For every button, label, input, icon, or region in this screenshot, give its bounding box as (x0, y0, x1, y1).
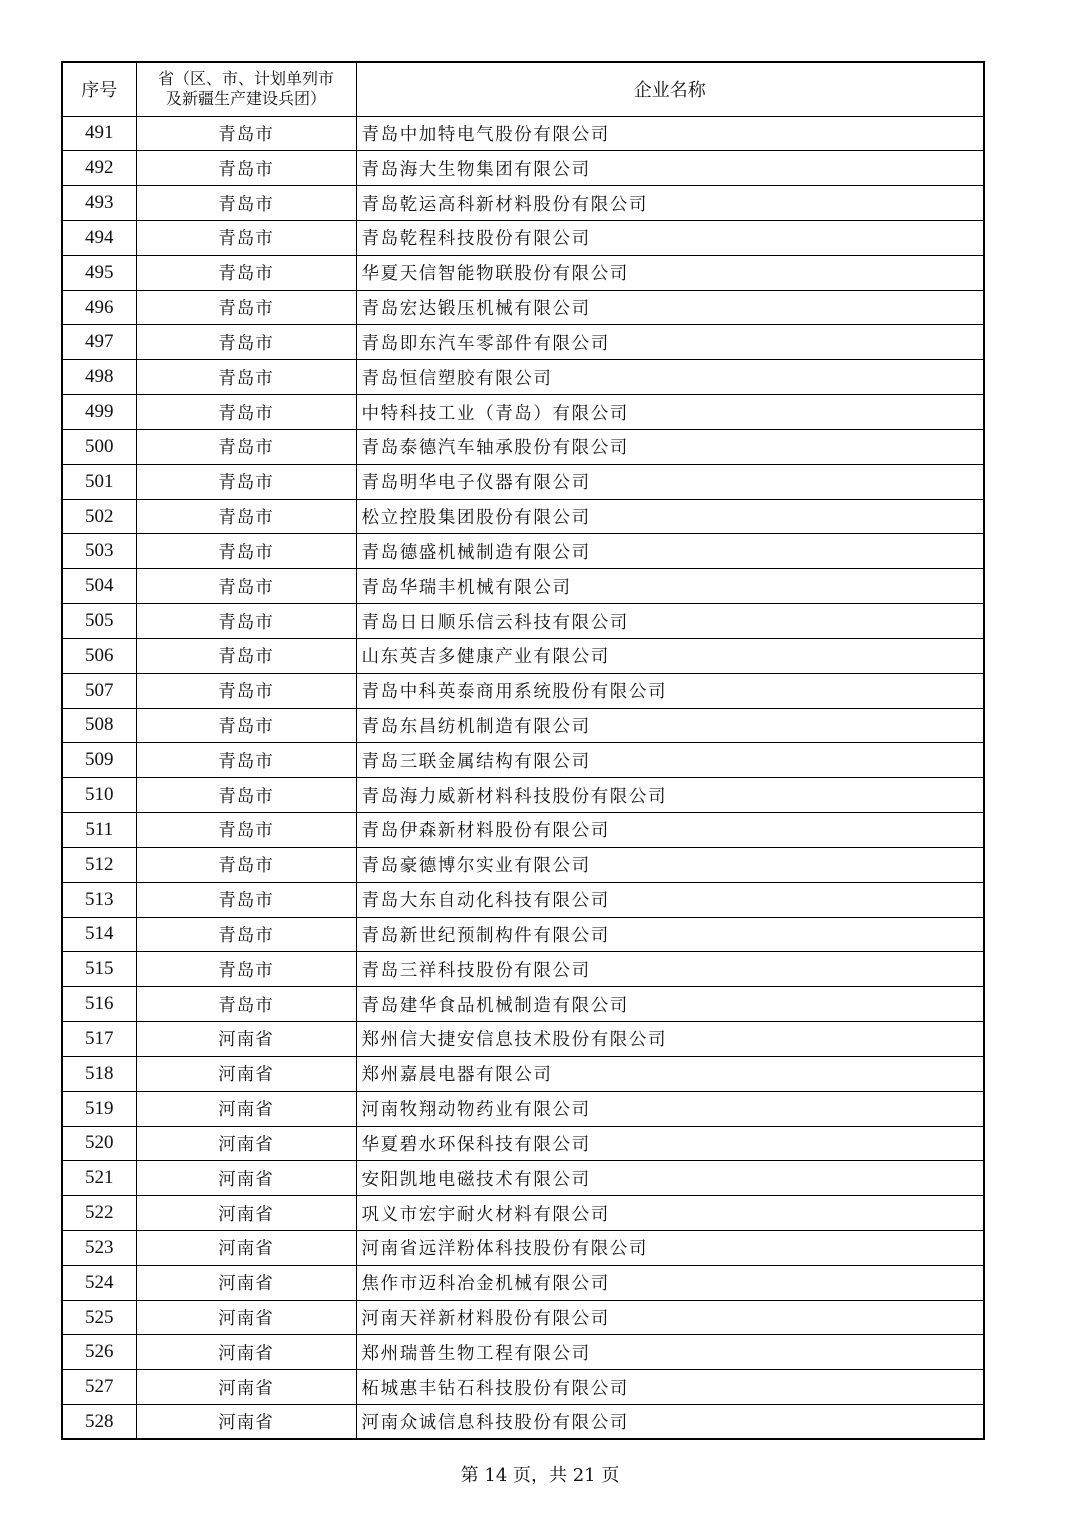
row-province: 青岛市 (136, 499, 356, 534)
row-company-name: 青岛豪德博尔实业有限公司 (356, 847, 984, 882)
row-company-name: 青岛三祥科技股份有限公司 (356, 952, 984, 987)
row-company-name: 青岛泰德汽车轴承股份有限公司 (356, 429, 984, 464)
row-company-name: 青岛三联金属结构有限公司 (356, 743, 984, 778)
table-row (62, 1022, 984, 1057)
header-province-line-1: 省（区、市、计划单列市 (157, 69, 334, 89)
table-row (62, 1126, 984, 1161)
row-index: 515 (62, 952, 136, 987)
row-index: 510 (62, 778, 136, 813)
page-footer: 第 14 页，共 21 页 (460, 1465, 620, 1486)
row-index: 508 (62, 708, 136, 743)
table-header (62, 62, 984, 116)
row-company-name: 松立控股集团股份有限公司 (356, 499, 984, 534)
row-province: 青岛市 (136, 290, 356, 325)
row-company-name: 青岛伊森新材料股份有限公司 (356, 813, 984, 848)
row-index: 516 (62, 987, 136, 1022)
row-province: 青岛市 (136, 987, 356, 1022)
table-row (62, 290, 984, 325)
row-index: 517 (62, 1022, 136, 1057)
table-row (62, 220, 984, 255)
row-index: 505 (62, 604, 136, 639)
row-province: 青岛市 (136, 604, 356, 639)
row-province: 青岛市 (136, 917, 356, 952)
row-index: 498 (62, 360, 136, 395)
row-province: 河南省 (136, 1126, 356, 1161)
row-index: 502 (62, 499, 136, 534)
row-province: 青岛市 (136, 255, 356, 290)
row-index: 494 (62, 220, 136, 255)
row-province: 青岛市 (136, 778, 356, 813)
table-row (62, 116, 984, 151)
row-province: 青岛市 (136, 464, 356, 499)
row-province: 青岛市 (136, 708, 356, 743)
row-company-name: 青岛即东汽车零部件有限公司 (356, 325, 984, 360)
row-company-name: 中特科技工业（青岛）有限公司 (356, 395, 984, 430)
row-company-name: 华夏碧水环保科技有限公司 (356, 1126, 984, 1161)
row-company-name: 山东英吉多健康产业有限公司 (356, 638, 984, 673)
table-row (62, 186, 984, 221)
table-row (62, 987, 984, 1022)
table-row (62, 395, 984, 430)
row-company-name: 青岛海力威新材料科技股份有限公司 (356, 778, 984, 813)
row-company-name: 青岛东昌纺机制造有限公司 (356, 708, 984, 743)
table-row (62, 673, 984, 708)
table-row (62, 1265, 984, 1300)
row-company-name: 郑州嘉晨电器有限公司 (356, 1056, 984, 1091)
row-province: 青岛市 (136, 569, 356, 604)
row-index: 519 (62, 1091, 136, 1126)
row-province: 青岛市 (136, 325, 356, 360)
row-company-name: 河南天祥新材料股份有限公司 (356, 1300, 984, 1335)
row-company-name: 青岛中加特电气股份有限公司 (356, 116, 984, 151)
table-row (62, 1196, 984, 1231)
row-province: 青岛市 (136, 673, 356, 708)
table-row (62, 429, 984, 464)
row-province: 青岛市 (136, 638, 356, 673)
row-index: 506 (62, 638, 136, 673)
row-province: 青岛市 (136, 220, 356, 255)
row-index: 513 (62, 882, 136, 917)
row-province: 青岛市 (136, 534, 356, 569)
table-row (62, 255, 984, 290)
table-row (62, 1231, 984, 1266)
row-company-name: 青岛建华食品机械制造有限公司 (356, 987, 984, 1022)
row-province: 青岛市 (136, 395, 356, 430)
row-province: 河南省 (136, 1265, 356, 1300)
row-index: 523 (62, 1231, 136, 1266)
header-index: 序号 (62, 62, 136, 116)
row-index: 522 (62, 1196, 136, 1231)
row-province: 青岛市 (136, 116, 356, 151)
row-company-name: 青岛乾运高科新材料股份有限公司 (356, 186, 984, 221)
table-row (62, 638, 984, 673)
row-index: 526 (62, 1335, 136, 1370)
row-index: 509 (62, 743, 136, 778)
row-index: 512 (62, 847, 136, 882)
row-company-name: 青岛德盛机械制造有限公司 (356, 534, 984, 569)
header-province-line-2: 及新疆生产建设兵团） (165, 89, 326, 109)
row-company-name: 巩义市宏宇耐火材料有限公司 (356, 1196, 984, 1231)
header-province (136, 62, 356, 116)
row-company-name: 河南省远洋粉体科技股份有限公司 (356, 1231, 984, 1266)
row-company-name: 青岛明华电子仪器有限公司 (356, 464, 984, 499)
row-company-name: 焦作市迈科冶金机械有限公司 (356, 1265, 984, 1300)
row-index: 492 (62, 151, 136, 186)
row-index: 503 (62, 534, 136, 569)
row-index: 525 (62, 1300, 136, 1335)
row-company-name: 青岛大东自动化科技有限公司 (356, 882, 984, 917)
table-row (62, 1161, 984, 1196)
table-row (62, 917, 984, 952)
row-index: 511 (62, 813, 136, 848)
row-province: 青岛市 (136, 743, 356, 778)
table-row (62, 708, 984, 743)
header-row (62, 62, 984, 116)
table-row (62, 1335, 984, 1370)
row-index: 499 (62, 395, 136, 430)
header-company-name: 企业名称 (356, 62, 984, 116)
table-row (62, 1370, 984, 1405)
row-province: 河南省 (136, 1056, 356, 1091)
row-index: 504 (62, 569, 136, 604)
row-index: 514 (62, 917, 136, 952)
row-company-name: 青岛新世纪预制构件有限公司 (356, 917, 984, 952)
row-company-name: 河南众诚信息科技股份有限公司 (356, 1405, 984, 1440)
row-province: 河南省 (136, 1022, 356, 1057)
row-company-name: 青岛宏达锻压机械有限公司 (356, 290, 984, 325)
row-province: 青岛市 (136, 151, 356, 186)
row-province: 河南省 (136, 1161, 356, 1196)
row-index: 500 (62, 429, 136, 464)
row-index: 518 (62, 1056, 136, 1091)
row-province: 青岛市 (136, 847, 356, 882)
table-row (62, 1300, 984, 1335)
row-province: 青岛市 (136, 952, 356, 987)
row-company-name: 青岛恒信塑胶有限公司 (356, 360, 984, 395)
row-province: 河南省 (136, 1405, 356, 1440)
table-row (62, 569, 984, 604)
row-index: 524 (62, 1265, 136, 1300)
table-body (62, 116, 984, 1439)
row-company-name: 青岛中科英泰商用系统股份有限公司 (356, 673, 984, 708)
table-row (62, 499, 984, 534)
row-index: 507 (62, 673, 136, 708)
table-row (62, 151, 984, 186)
table-row (62, 778, 984, 813)
table-row (62, 604, 984, 639)
row-index: 497 (62, 325, 136, 360)
row-index: 521 (62, 1161, 136, 1196)
table-row (62, 1056, 984, 1091)
row-company-name: 郑州瑞普生物工程有限公司 (356, 1335, 984, 1370)
row-index: 493 (62, 186, 136, 221)
row-index: 496 (62, 290, 136, 325)
table-row (62, 847, 984, 882)
row-company-name: 河南牧翔动物药业有限公司 (356, 1091, 984, 1126)
table-row (62, 464, 984, 499)
row-province: 青岛市 (136, 813, 356, 848)
row-index: 520 (62, 1126, 136, 1161)
row-index: 501 (62, 464, 136, 499)
row-province: 河南省 (136, 1300, 356, 1335)
table-row (62, 882, 984, 917)
row-company-name: 青岛海大生物集团有限公司 (356, 151, 984, 186)
table-row (62, 743, 984, 778)
row-index: 495 (62, 255, 136, 290)
table-row (62, 325, 984, 360)
row-company-name: 安阳凯地电磁技术有限公司 (356, 1161, 984, 1196)
row-company-name: 青岛华瑞丰机械有限公司 (356, 569, 984, 604)
row-province: 青岛市 (136, 429, 356, 464)
row-province: 河南省 (136, 1231, 356, 1266)
row-company-name: 郑州信大捷安信息技术股份有限公司 (356, 1022, 984, 1057)
row-province: 河南省 (136, 1196, 356, 1231)
row-company-name: 柘城惠丰钻石科技股份有限公司 (356, 1370, 984, 1405)
row-province: 青岛市 (136, 186, 356, 221)
row-province: 河南省 (136, 1091, 356, 1126)
table-row (62, 813, 984, 848)
table-row (62, 360, 984, 395)
table-row (62, 534, 984, 569)
row-index: 527 (62, 1370, 136, 1405)
table-row (62, 1091, 984, 1126)
row-province: 青岛市 (136, 360, 356, 395)
row-index: 528 (62, 1405, 136, 1440)
row-province: 青岛市 (136, 882, 356, 917)
table-row (62, 1405, 984, 1440)
table-row (62, 952, 984, 987)
row-company-name: 华夏天信智能物联股份有限公司 (356, 255, 984, 290)
row-province: 河南省 (136, 1370, 356, 1405)
row-company-name: 青岛日日顺乐信云科技有限公司 (356, 604, 984, 639)
company-list-table (61, 61, 985, 1440)
row-company-name: 青岛乾程科技股份有限公司 (356, 220, 984, 255)
row-index: 491 (62, 116, 136, 151)
row-province: 河南省 (136, 1335, 356, 1370)
